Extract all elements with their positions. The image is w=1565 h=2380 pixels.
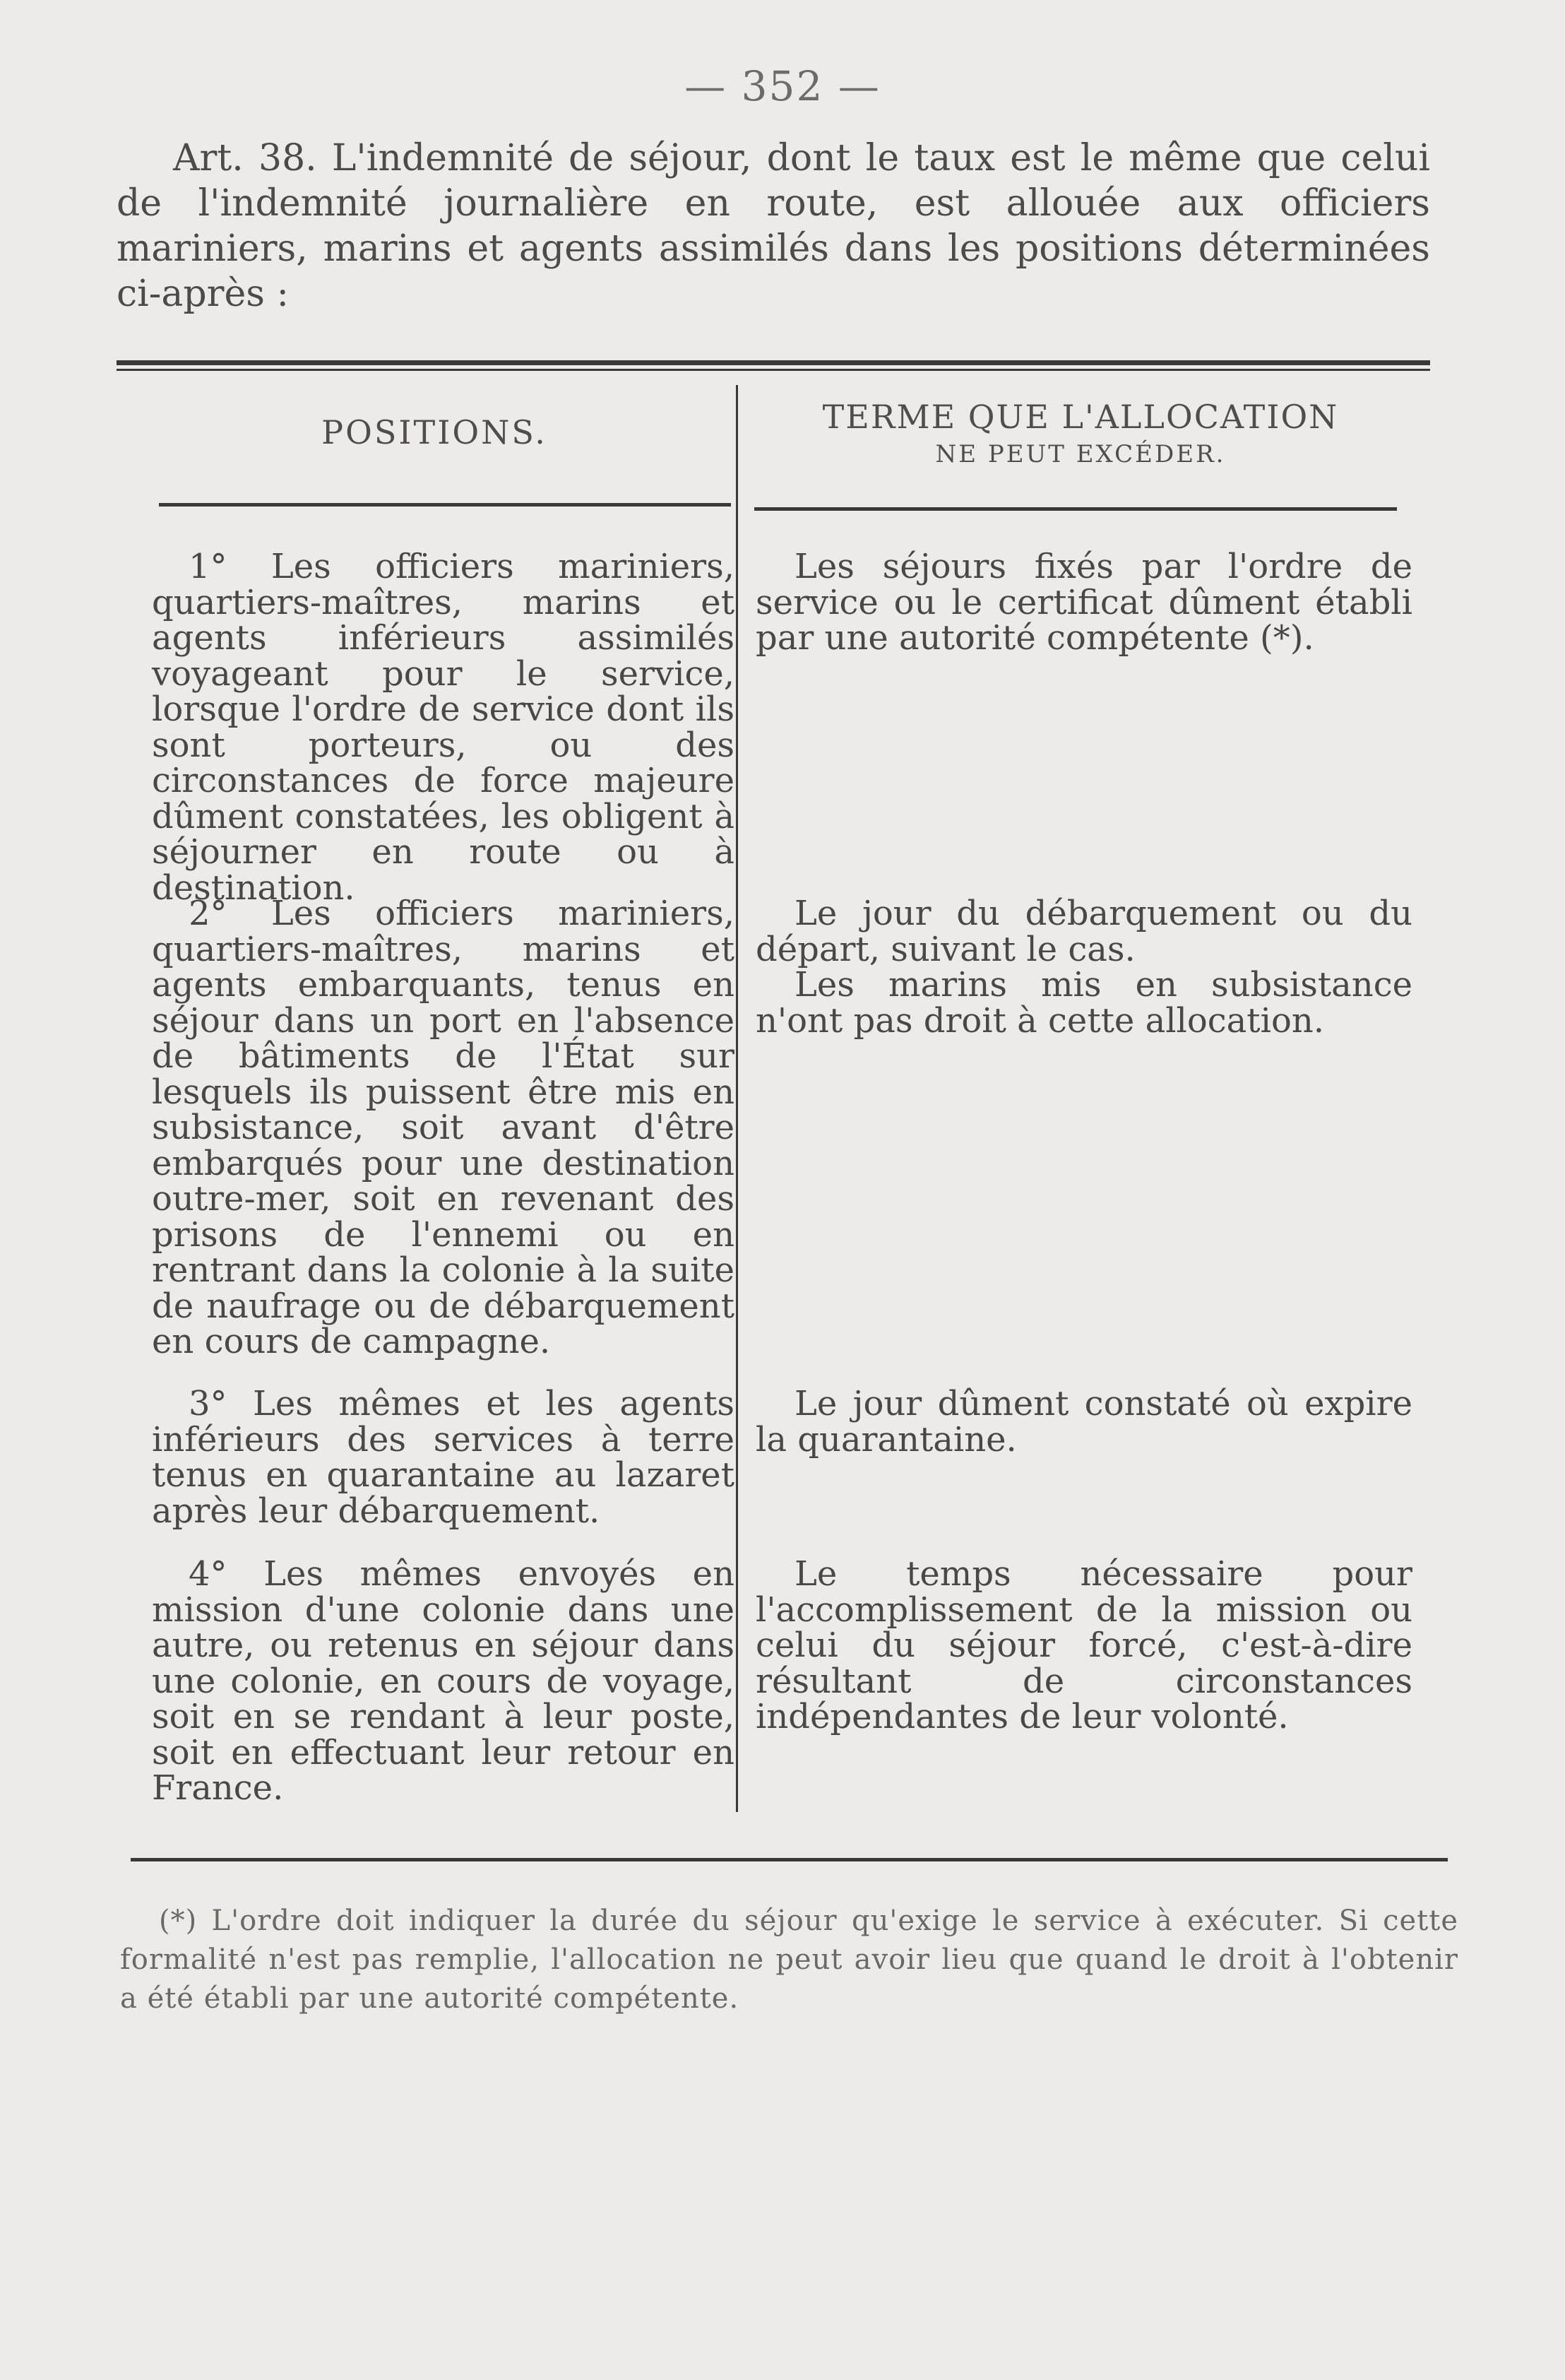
table-row-2-terme-paragraph-2: Les marins mis en subsistance n'ont pas droit à cette allocation. <box>756 965 1412 1041</box>
table-top-rule-thin <box>117 369 1430 371</box>
page-number: — 352 — <box>684 62 881 110</box>
footnote: (*) L'ordre doit indiquer la durée du séjour qu'exige le service à exécuter. Si cette formalité n'est pas remplie, l'allocation ne peut avoir lieu que quand le droit à l'obtenir a été établi par une autorité compétente. <box>120 1905 1458 2015</box>
table-row-2-terme-paragraph-1: Le jour du débarquement ou du départ, suivant le cas. <box>756 894 1412 969</box>
header-rule-right <box>754 507 1397 511</box>
table-row-4-position: 4° Les mêmes envoyés en mission d'une colonie dans une autre, ou retenus en séjour dans une colonie, en cours de voyage, soit en se rendant à leur poste, soit en effectuant leur retour en France. <box>152 1554 734 1808</box>
table-row-1-terme-paragraph: Les séjours fixés par l'ordre de service ou le certificat dûment établi par une autorité compétente (*). <box>756 547 1412 658</box>
table-row-3-position: 3° Les mêmes et les agents inférieurs des services à terre tenus en quarantaine au lazaret après leur débarquement. <box>152 1384 734 1531</box>
column-header-terme-line1: TERME QUE L'ALLOCATION <box>822 398 1339 436</box>
column-divider <box>736 385 738 1812</box>
table-row-3-terme <box>756 1384 1412 1460</box>
column-header-terme-line2: NE PEUT EXCÉDER. <box>935 440 1226 468</box>
table-row-2-position: 2° Les officiers mariniers, quartiers-maîtres, marins et agents embarquants, tenus en séjour dans un port en l'absence de bâtiments de l'État sur lesquels ils puissent être mis en subsistance, soit avant d'être embarqués pour une destination outre-mer, soit en revenant des prisons de l'ennemi ou en rentrant dans la colonie à la suite de naufrage ou de débarquement en cours de campagne. <box>152 894 734 1361</box>
table-row-1-terme <box>756 549 1412 656</box>
table-row-4-terme-paragraph: Le temps nécessaire pour l'accomplissement de la mission ou celui du séjour forcé, c'est-à-dire résultant de circonstances indépendantes de leur volonté. <box>756 1554 1412 1736</box>
table-row-2-terme <box>756 894 1412 1041</box>
table-row-4-terme <box>756 1556 1412 1735</box>
table-bottom-rule <box>131 1858 1448 1861</box>
table-row-1-position: 1° Les officiers mariniers, quartiers-maîtres, marins et agents inférieurs assimilés voyageant pour le service, lorsque l'ordre de service dont ils sont porteurs, ou des circonstances de force majeure dûment constatées, les obligent à séjourner en route ou à destination. <box>152 547 734 908</box>
article-38-paragraph: Art. 38. L'indemnité de séjour, dont le taux est le même que celui de l'indemnité journalière en route, est allouée aux officiers mariniers, marins et agents assimilés dans les positions déterminées ci-après : <box>117 137 1430 315</box>
header-rule-left <box>159 503 731 507</box>
column-header-terme <box>749 396 1412 470</box>
table-row-3-terme-paragraph: Le jour dûment constaté où expire la quarantaine. <box>756 1384 1412 1460</box>
column-header-positions: POSITIONS. <box>321 413 547 451</box>
table-top-rule-thick <box>117 360 1430 365</box>
